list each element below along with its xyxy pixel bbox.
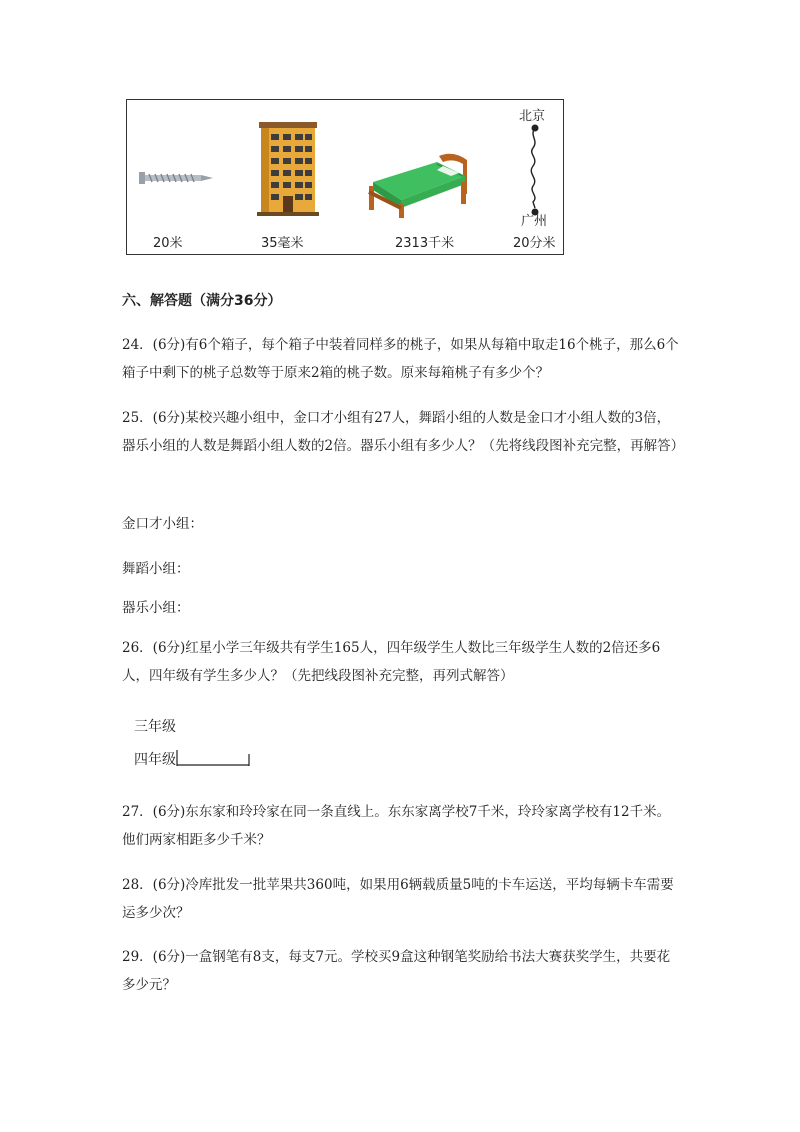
bed-icon [367,152,469,218]
q26-segment-line [176,748,252,768]
building-icon [257,122,319,216]
map-label-guangzhou: 广州 [521,214,548,229]
question-24: 24．(6分)有6个箱子，每个箱子中装着同样多的桃子，如果从每箱中取走16个桃子，那么6个箱子中剩下的桃子总数等于原来2箱的桃子数。原来每箱桃子有多少个？ [122,337,679,381]
section-title: 六、解答题（满分36分） [122,293,282,309]
screw-icon [137,168,215,188]
q25-group-label-speech: 金口才小组： [122,516,203,532]
bed-label: 2313千米 [395,236,455,251]
q26-label-grade3: 三年级 [134,719,176,735]
map-label-beijing: 北京 [519,109,546,124]
q25-group-label-music: 器乐小组： [122,600,190,616]
question-26: 26．(6分)红星小学三年级共有学生165人，四年级学生人数比三年级学生人数的2倍还多6人，四年级有学生多少人？（先把线段图补充完整，再列式解答） [122,640,661,684]
question-28: 28．(6分)冷库批发一批苹果共360吨，如果用6辆载质量5吨的卡车运送，平均每辆卡车需要运多少次？ [122,877,674,921]
figure-box [126,99,564,255]
question-25: 25．(6分)某校兴趣小组中，金口才小组有27人，舞蹈小组的人数是金口才小组人数的3倍，器乐小组的人数是舞蹈小组人数的2倍。器乐小组有多少人？（先将线段图补充完整，再解答） [122,410,685,454]
question-29: 29．(6分)一盒钢笔有8支，每支7元。学校买9盒这种钢笔奖励给书法大赛获奖学生，共要花多少元？ [122,949,671,993]
q25-group-label-dance: 舞蹈小组： [122,561,190,577]
q26-label-grade4: 四年级 [134,752,176,768]
question-27: 27．(6分)东东家和玲玲家在同一条直线上。东东家离学校7千米，玲玲家离学校有12千米。他们两家相距多少千米？ [122,804,671,848]
route-map-icon [523,120,547,220]
building-label: 35毫米 [261,236,304,251]
route-label: 20分米 [513,236,556,251]
screw-label: 20米 [153,236,183,251]
